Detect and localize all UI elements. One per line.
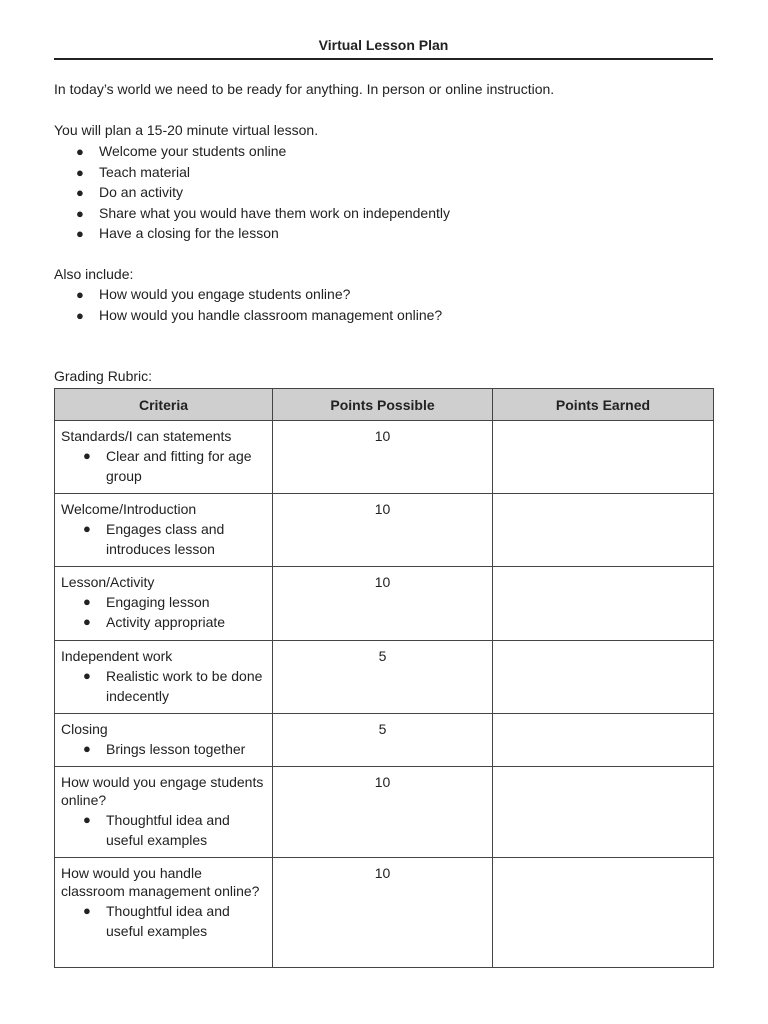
bullet-icon: ● [83, 594, 91, 609]
criteria-sub-item: ● Thoughtful idea and useful examples [83, 903, 230, 939]
criteria-sub-item: ● Brings lesson together [83, 741, 246, 757]
bullet-icon: ● [76, 226, 84, 241]
plan-list [54, 143, 450, 246]
points-earned-cell[interactable] [493, 858, 714, 968]
also-label: Also include: [54, 266, 134, 282]
table-row [55, 421, 714, 494]
plan-item: ● Welcome your students online [76, 143, 287, 159]
bullet-icon: ● [83, 903, 91, 918]
points-possible-cell: 5 [273, 714, 493, 767]
bullet-icon: ● [76, 307, 84, 323]
plan-item: ● Do an activity [76, 184, 184, 200]
points-earned-cell[interactable] [493, 494, 714, 567]
bullet-icon: ● [83, 521, 91, 536]
criteria-sub-item: ● Engages class and introduces lesson [83, 521, 225, 557]
points-possible-cell: 10 [273, 421, 493, 494]
bullet-icon: ● [83, 668, 91, 683]
criteria-cell: How would you handle classroom management online? ● Thoughtful idea and useful examples [55, 858, 273, 968]
criteria-cell: How would you engage students online? ● Thoughtful idea and useful examples [55, 767, 273, 858]
criteria-cell: Welcome/Introduction ● Engages class and introduces lesson [55, 494, 273, 567]
bullet-icon: ● [76, 164, 84, 180]
criteria-cell: Lesson/Activity ● Engaging lesson ● Activity appropriate [55, 567, 273, 641]
title-rule [54, 58, 713, 60]
criteria-cell: Independent work ● Realistic work to be done indecently [55, 641, 273, 714]
grading-rubric-table [54, 388, 714, 968]
table-row [55, 641, 714, 714]
criteria-cell: Standards/I can statements ● Clear and fitting for age group [55, 421, 273, 494]
page-title: Virtual Lesson Plan [318, 37, 449, 53]
rubric-label: Grading Rubric: [54, 368, 153, 384]
plan-intro: You will plan a 15-20 minute virtual lesson. [54, 122, 319, 138]
bullet-icon: ● [76, 144, 84, 159]
also-item: ● How would you handle classroom management online? [76, 306, 443, 323]
points-earned-cell[interactable] [493, 641, 714, 714]
plan-item: ● Share what you would have them work on independently [76, 204, 450, 221]
table-row [55, 494, 714, 567]
bullet-icon: ● [83, 741, 91, 756]
table-row [55, 567, 714, 641]
bullet-icon: ● [83, 448, 91, 463]
points-possible-cell: 10 [273, 494, 493, 567]
header-points-earned: Points Earned [493, 389, 714, 421]
also-list [54, 286, 442, 327]
points-earned-cell[interactable] [493, 421, 714, 494]
criteria-sub-item: ● Engaging lesson [83, 594, 210, 610]
header-points-possible: Points Possible [273, 389, 493, 421]
bullet-icon: ● [76, 205, 84, 221]
header-criteria: Criteria [55, 389, 273, 421]
bullet-icon: ● [76, 185, 84, 200]
table-row [55, 767, 714, 858]
bullet-icon: ● [76, 287, 84, 302]
criteria-sub-item: ● Realistic work to be done indecently [83, 668, 263, 704]
table-row [55, 858, 714, 968]
plan-item: ● Have a closing for the lesson [76, 225, 279, 241]
rubric-header-row [55, 389, 714, 421]
criteria-sub-item: ● Clear and fitting for age group [83, 448, 252, 484]
bullet-icon: ● [83, 614, 91, 629]
also-item: ● How would you engage students online? [76, 286, 351, 302]
bullet-icon: ● [83, 812, 91, 827]
points-earned-cell[interactable] [493, 567, 714, 641]
points-earned-cell[interactable] [493, 767, 714, 858]
intro-paragraph: In today’s world we need to be ready for anything. In person or online instruction. [54, 81, 555, 97]
points-possible-cell: 5 [273, 641, 493, 714]
plan-item: ● Teach material [76, 163, 191, 180]
points-possible-cell: 10 [273, 567, 493, 641]
criteria-sub-item: ● Activity appropriate [83, 614, 226, 630]
criteria-sub-item: ● Thoughtful idea and useful examples [83, 812, 230, 848]
criteria-cell: Closing ● Brings lesson together [55, 714, 273, 767]
points-possible-cell: 10 [273, 767, 493, 858]
points-possible-cell: 10 [273, 858, 493, 968]
points-earned-cell[interactable] [493, 714, 714, 767]
table-row [55, 714, 714, 767]
